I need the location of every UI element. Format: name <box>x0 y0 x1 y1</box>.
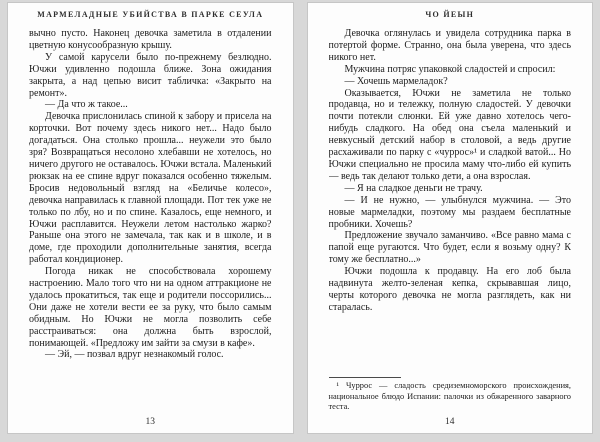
paragraph: Ючжи подошла к продавцу. На его лоб была надвинута желто-зеленая кепка, скрывавшая лицо, черты которого девочка не могла разглядеть, как ни старалась. <box>328 266 571 313</box>
page-number-left: 13 <box>145 417 155 427</box>
page-left <box>7 2 294 434</box>
page-body-right <box>329 28 572 373</box>
paragraph: — Эй, — позвал вдруг незнакомый голос. <box>45 349 224 361</box>
paragraph: — Да что ж такое... <box>45 99 128 111</box>
footnote-text: ¹ Чуррос — сладость средиземноморского происхождения, национальное блюдо Испании: палочки из обжаренного заварного теста. <box>328 381 571 411</box>
page-number-right: 14 <box>445 417 455 427</box>
paragraph: вычно пусто. Наконец девочка заметила в отдалении цветную конусообразную крышу. <box>29 28 272 51</box>
running-head-right: ЧО ЙЕЫН <box>425 10 475 19</box>
running-head-left: МАРМЕЛАДНЫЕ УБИЙСТВА В ПАРКЕ СЕУЛА <box>37 10 264 19</box>
paragraph: — Я на сладкое деньги не трачу. <box>344 182 483 194</box>
paragraph: Девочка прислонилась спиной к забору и присела на корточки. Вот почему здесь никого нет... Надо было догадаться. Она столько прошла... неужели это было зря? Возвращаться несолоно хлебавши не хотелось, но ничего другого не оставалось. Ючжи встала. Маленький рюкзак на ее спине вдруг показался особенно тяжелым. Бросив недовольный взгляд на «Беличье колесо», девочка направилась к главной площади. Пот тек уже не только по лбу, но и по спине. Казалось, еще немного, и Ючжи расплавится. Неужели летом настолько жарко? Раньше она этого не замечала, так как и в школе, и в доме, где проходили дополнительные занятия, всегда работал кондиционер. <box>29 111 272 266</box>
paragraph: Предложение звучало заманчиво. «Все равно мама с папой еще ругаются. Что будет, если я возьму одну? К тому же бесплатно...» <box>328 230 571 266</box>
page-right <box>307 2 594 434</box>
footnote-separator <box>329 377 401 378</box>
paragraph: Мужчина потряс упаковкой сладостей и спросил: <box>344 63 556 75</box>
paragraph: — Хочешь мармеладок? <box>344 75 448 87</box>
paragraph: Оказывается, Ючжи не заметила не только продавца, но и тележку, полную сладостей. У девочки почти потекли слюнки. Ей уже давно хотелось чего-нибудь сладкого. На обед она съела маленький и невкусный детский набор в столовой, а ведь другие расхаживали по парку с «чуррос»¹ и сладкой ватой... Но Ючжи специально не просила маму что-либо ей купить — ведь так делают только дети, а она взрослая. <box>328 87 571 182</box>
footnote-block <box>329 373 572 412</box>
page-body-left <box>29 28 272 412</box>
paragraph: Девочка оглянулась и увидела сотрудника парка в потертой форме. Странно, она была уверена, что здесь никого нет. <box>328 28 571 63</box>
paragraph: — И не нужно, — улыбнулся мужчина. — Это новые мармеладки, поэтому мы раздаем бесплатные пробники. Хочешь? <box>328 194 571 230</box>
paragraph: У самой карусели было по-прежнему безлюдно. Ючжи удивленно подошла ближе. Зона ожидания закрыта, а над цепью висит табличка: «Закрыто на ремонт». <box>29 51 272 99</box>
paragraph: Погода никак не способствовала хорошему настроению. Мало того что ни на одном аттракционе не удалось прокатиться, так еще и родители поссорились... Они даже не хотели вести ее за руку, что было самым обидным. Но Ючжи не могла позволить себе расстраиваться: она должна быть взрослой, понимающей. «Предложу им зайти за смузи в кафе». <box>29 266 272 349</box>
